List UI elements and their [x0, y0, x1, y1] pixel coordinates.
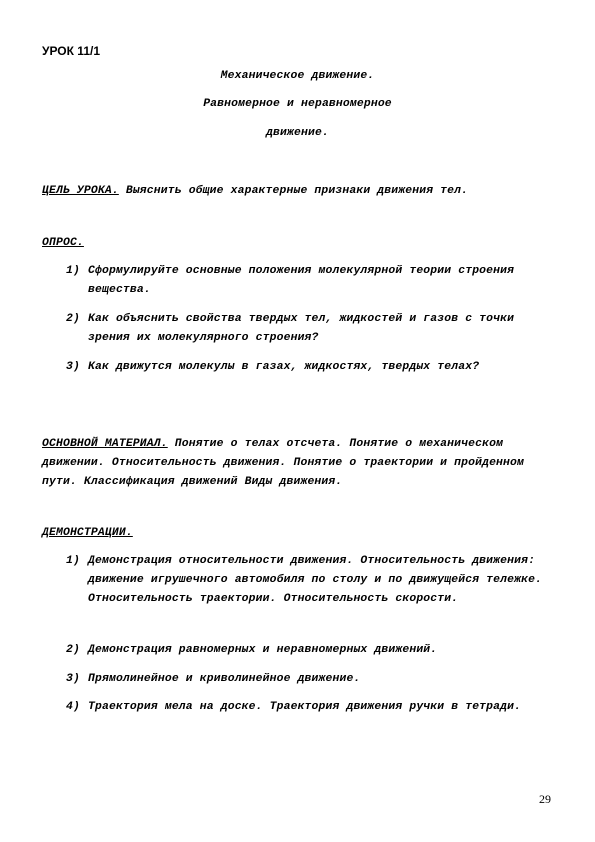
demonstration-item-text: Демонстрация равномерных и неравномерных движений.	[88, 644, 438, 656]
survey-item-text: Сформулируйте основные положения молекулярной теории строения вещества.	[88, 265, 515, 296]
survey-item-number: 3)	[66, 361, 80, 373]
title-line-1: Механическое движение.	[220, 70, 375, 82]
main-material-label: ОСНОВНОЙ МАТЕРИАЛ.	[42, 438, 168, 450]
main-material-text: Понятие о телах отсчета. Понятие о механическом движении. Относительность движения. Понятие о траектории и пройденном пути. Классификация движений Виды движения.	[42, 438, 524, 488]
demonstration-item	[66, 641, 556, 660]
lesson-goal	[42, 182, 552, 201]
demonstration-item-number: 2)	[66, 644, 80, 656]
page-number: 29	[539, 792, 551, 806]
lesson-goal-text: Выяснить общие характерные признаки движения тел.	[118, 185, 469, 197]
survey-item	[66, 358, 556, 377]
demonstration-item-text: Прямолинейное и криволинейное движение.	[88, 673, 361, 685]
survey-item	[66, 310, 556, 348]
demonstration-item	[66, 670, 556, 689]
lesson-id: УРОК 11/1	[42, 44, 100, 58]
demonstration-item-number: 3)	[66, 673, 80, 685]
demonstration-item	[66, 552, 556, 609]
title-line-2: Равномерное и неравномерное	[203, 98, 392, 110]
survey-item-text: Как движутся молекулы в газах, жидкостях, твердых телах?	[88, 361, 480, 373]
demonstration-item	[66, 698, 556, 717]
survey-item-number: 2)	[66, 313, 80, 325]
demonstration-item-text: Демонстрация относительности движения. Относительность движения: движение игрушечного автомобиля по столу и по движущейся тележке. Относительность траектории. Относительность скорости.	[88, 555, 543, 605]
survey-heading: ОПРОС.	[42, 237, 84, 249]
main-material	[42, 435, 552, 492]
demonstrations-heading: ДЕМОНСТРАЦИИ.	[42, 527, 133, 539]
demonstration-item-text: Траектория мела на доске. Траектория движения ручки в тетради.	[88, 701, 522, 713]
demonstration-item-number: 1)	[66, 555, 80, 567]
survey-item-text: Как объяснить свойства твердых тел, жидкостей и газов с точки зрения их молекулярного строения?	[88, 313, 515, 344]
lesson-goal-label: ЦЕЛЬ УРОКА.	[42, 185, 119, 197]
title-line-3: движение.	[266, 127, 329, 139]
survey-item	[66, 262, 556, 300]
survey-item-number: 1)	[66, 265, 80, 277]
demonstration-item-number: 4)	[66, 701, 80, 713]
